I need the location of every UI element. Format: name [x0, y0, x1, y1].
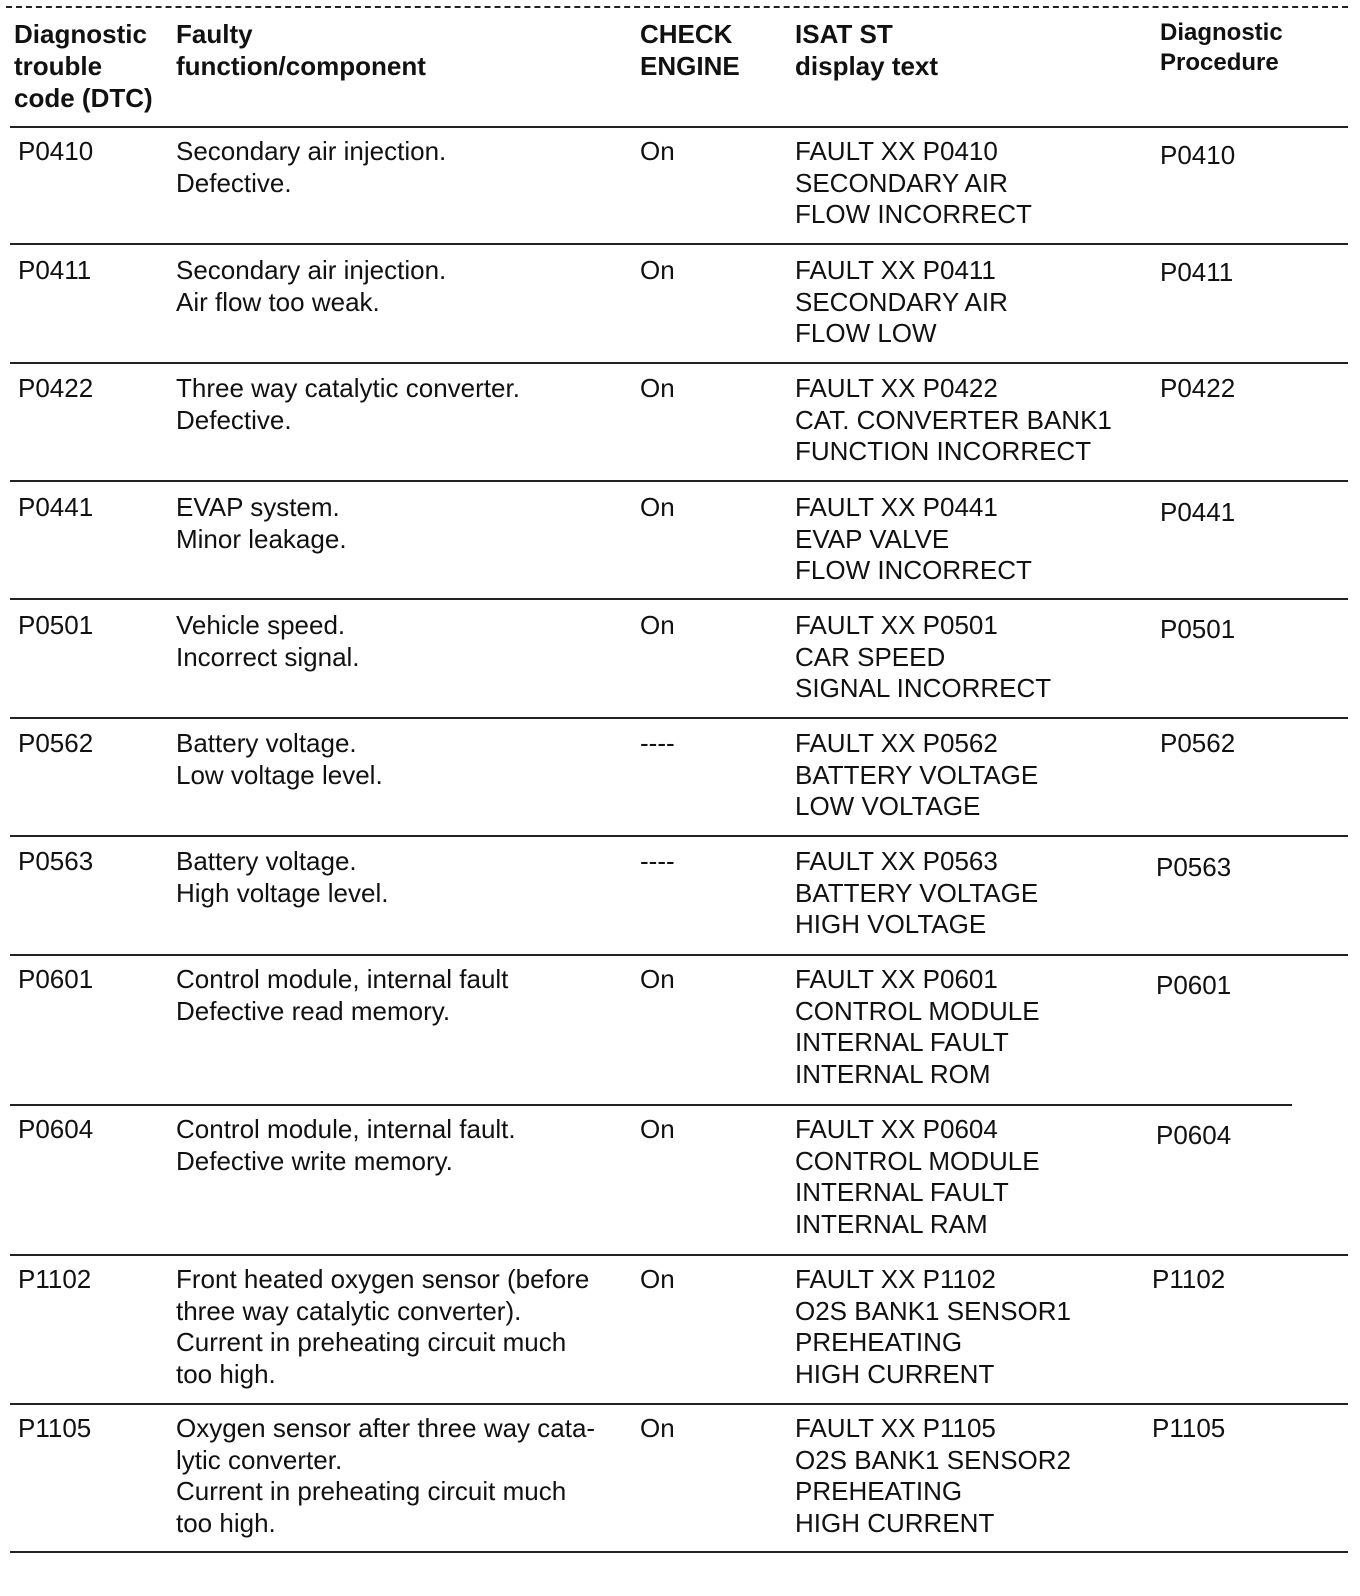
- procedure: P0410: [1160, 140, 1236, 170]
- header-check-engine: CHECK ENGINE: [640, 19, 740, 81]
- row-divider: [10, 717, 1348, 719]
- check-engine: On: [640, 255, 675, 285]
- isat-text: FAULT XX P0411 SECONDARY AIR FLOW LOW: [795, 255, 1008, 348]
- faulty-function: Three way catalytic converter. Defective.: [176, 373, 520, 435]
- row-divider: [10, 835, 1348, 837]
- dtc-code: P1102: [18, 1264, 92, 1294]
- procedure: P0422: [1160, 373, 1236, 403]
- faulty-function: Secondary air injection. Defective.: [176, 136, 447, 198]
- check-engine: On: [640, 610, 675, 640]
- header-isat: ISAT ST display text: [795, 19, 939, 81]
- check-engine: On: [640, 492, 675, 522]
- isat-text: FAULT XX P1102 O2S BANK1 SENSOR1 PREHEATING HIGH CURRENT: [795, 1264, 1071, 1389]
- isat-text: FAULT XX P0562 BATTERY VOLTAGE LOW VOLTAGE: [795, 728, 1039, 821]
- dtc-code: P0562: [18, 728, 94, 758]
- faulty-function: EVAP system. Minor leakage.: [176, 492, 347, 554]
- header-dtc: Diagnostic trouble code (DTC): [14, 19, 153, 113]
- row-divider: [10, 598, 1348, 600]
- isat-text: FAULT XX P1105 O2S BANK1 SENSOR2 PREHEATING HIGH CURRENT: [795, 1413, 1071, 1538]
- row-divider: [10, 480, 1348, 482]
- bottom-border: [10, 1551, 1348, 1553]
- dtc-code: P0601: [18, 964, 94, 994]
- procedure: P1102: [1152, 1264, 1226, 1294]
- row-divider: [10, 362, 1348, 364]
- isat-text: FAULT XX P0501 CAR SPEED SIGNAL INCORRECT: [795, 610, 1052, 703]
- row-divider: [10, 1104, 1292, 1106]
- procedure: P0411: [1160, 257, 1234, 287]
- procedure: P0563: [1156, 852, 1232, 882]
- check-engine: On: [640, 1264, 675, 1294]
- procedure: P0562: [1160, 728, 1236, 758]
- table-header: [0, 14, 1360, 126]
- dtc-code: P0411: [18, 255, 92, 285]
- header-divider: [10, 126, 1348, 128]
- faulty-function: Vehicle speed. Incorrect signal.: [176, 610, 360, 672]
- check-engine: ----: [640, 728, 675, 758]
- check-engine: On: [640, 964, 675, 994]
- top-border: [6, 6, 1348, 8]
- row-divider: [10, 954, 1348, 956]
- dtc-code: P1105: [18, 1413, 92, 1443]
- faulty-function: Control module, internal fault. Defective write memory.: [176, 1114, 516, 1176]
- faulty-function: Oxygen sensor after three way cata- lytic converter. Current in preheating circuit much too high.: [176, 1413, 596, 1538]
- isat-text: FAULT XX P0604 CONTROL MODULE INTERNAL FAULT INTERNAL RAM: [795, 1114, 1040, 1239]
- check-engine: On: [640, 373, 675, 403]
- dtc-code: P0410: [18, 136, 94, 166]
- dtc-code: P0563: [18, 846, 94, 876]
- header-faulty: Faulty function/component: [176, 19, 426, 81]
- faulty-function: Battery voltage. Low voltage level.: [176, 728, 383, 790]
- check-engine: On: [640, 1114, 675, 1144]
- check-engine: ----: [640, 846, 675, 876]
- faulty-function: Battery voltage. High voltage level.: [176, 846, 389, 908]
- procedure: P0441: [1160, 497, 1236, 527]
- check-engine: On: [640, 136, 675, 166]
- isat-text: FAULT XX P0563 BATTERY VOLTAGE HIGH VOLTAGE: [795, 846, 1039, 939]
- faulty-function: Secondary air injection. Air flow too weak.: [176, 255, 447, 317]
- faulty-function: Control module, internal fault Defective read memory.: [176, 964, 509, 1026]
- faulty-function: Front heated oxygen sensor (before three way catalytic converter). Current in preheating circuit much too high.: [176, 1264, 590, 1389]
- row-divider: [10, 1254, 1348, 1256]
- row-divider: [10, 1403, 1348, 1405]
- procedure: P0501: [1160, 614, 1236, 644]
- isat-text: FAULT XX P0601 CONTROL MODULE INTERNAL FAULT INTERNAL ROM: [795, 964, 1040, 1089]
- isat-text: FAULT XX P0422 CAT. CONVERTER BANK1 FUNCTION INCORRECT: [795, 373, 1112, 466]
- isat-text: FAULT XX P0410 SECONDARY AIR FLOW INCORRECT: [795, 136, 1032, 229]
- procedure: P1105: [1152, 1413, 1226, 1443]
- check-engine: On: [640, 1413, 675, 1443]
- procedure: P0604: [1156, 1120, 1232, 1150]
- dtc-code: P0422: [18, 373, 94, 403]
- procedure: P0601: [1156, 970, 1232, 1000]
- isat-text: FAULT XX P0441 EVAP VALVE FLOW INCORRECT: [795, 492, 1032, 585]
- header-procedure: Diagnostic Procedure: [1160, 19, 1283, 76]
- dtc-code: P0441: [18, 492, 94, 522]
- dtc-code: P0604: [18, 1114, 94, 1144]
- dtc-code: P0501: [18, 610, 94, 640]
- row-divider: [10, 243, 1348, 245]
